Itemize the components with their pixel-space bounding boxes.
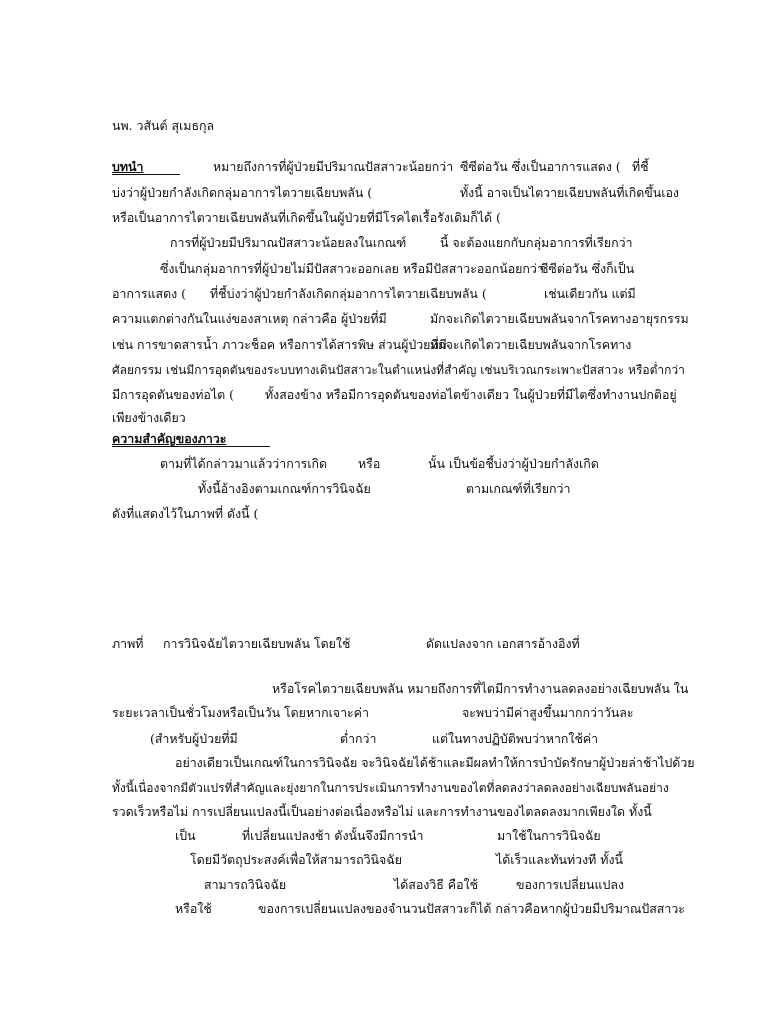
- text-line: โดยมีวัตถุประสงค์เพื่อให้สามารถวินิจฉัย: [190, 852, 402, 867]
- text-line: ความแตกต่างกันในแง่ของสาเหตุ กล่าวคือ ผู้ป่วยที่มี: [112, 311, 387, 326]
- text-line: หรือใช้: [175, 901, 212, 916]
- text-line: เพียงข้างเดียว: [112, 410, 186, 425]
- text-line: ซีซีต่อวัน ซึ่งเป็นอาการแสดง (: [460, 159, 621, 174]
- text-line: หรือโรคไตวายเฉียบพลัน หมายถึงการที่ไตมีการทำงานลดลงอย่างเฉียบพลัน ใน: [272, 681, 689, 696]
- text-line: ดังที่แสดงไว้ในภาพที่ ดังนี้ (: [112, 506, 259, 521]
- text-line: ตามเกณฑ์ที่เรียกว่า: [466, 481, 571, 496]
- text-line: ทั้งสองข้าง หรือมีการอุดตันของท่อไตข้างเดียว ในผู้ป่วยที่มีไตซึ่งทำงานปกติอยู่: [265, 387, 677, 402]
- text-line: เช่นเดียวกัน แต่มี: [544, 286, 636, 301]
- importance-heading-underline: [112, 446, 270, 447]
- text-line: ทั้งนี้เนื่องจากมีตัวแปรที่สำคัญและยุ่งยากในการประเมินการทำงานของไตที่ลดลงว่าลดลงอย่างเฉียบพลันอย่าง: [112, 781, 669, 795]
- figure-label: ภาพที่: [112, 636, 144, 651]
- text-line: ทั้งนี้อ้างอิงตามเกณฑ์การวินิจฉัย: [198, 481, 371, 496]
- text-line: เช่น การขาดสารน้ำ ภาวะช็อค หรือการได้สารพิษ ส่วนผู้ป่วยที่มี: [112, 337, 447, 352]
- text-line: มักจะเกิดไตวายเฉียบพลันจากโรคทาง: [430, 337, 632, 352]
- text-line: ของการเปลี่ยนแปลงของจำนวนปัสสาวะก็ได้ กล่าวคือหากผู้ป่วยมีปริมาณปัสสาวะ: [258, 901, 685, 916]
- text-line: ของการเปลี่ยนแปลง: [516, 877, 624, 892]
- text-line: บ่งว่าผู้ป่วยกำลังเกิดกลุ่มอาการไตวายเฉียบพลัน (: [112, 185, 373, 200]
- text-line: หรือ: [358, 456, 381, 471]
- text-line: ทั้งนี้ อาจเป็นไตวายเฉียบพลันที่เกิดขึ้นเอง: [460, 185, 679, 200]
- author-name: นพ. วสันต์ สุเมธกุล: [112, 118, 215, 133]
- text-line: (สำหรับผู้ป่วยที่มี: [150, 731, 238, 746]
- text-line: รวดเร็วหรือไม่ การเปลี่ยนแปลงนี้เป็นอย่างต่อเนื่องหรือไม่ และการทำงานของไตลดลงมากเพียงใด ทั้งนี้: [112, 804, 652, 819]
- text-line: ที่เปลี่ยนแปลงช้า ดังนั้นจึงมีการนำ: [242, 828, 424, 843]
- text-line: ต่ำกว่า: [340, 731, 377, 746]
- text-line: นั้น เป็นข้อชี้บ่งว่าผู้ป่วยกำลังเกิด: [428, 456, 599, 471]
- text-line: อย่างเดียวเป็นเกณฑ์ในการวินิจฉัย จะวินิจฉัยได้ช้าและมีผลทำให้การบำบัดรักษาผู้ป่วยล่าช้าไปด้วย: [175, 755, 695, 770]
- text-line: ที่ชี้บ่งว่าผู้ป่วยกำลังเกิดกลุ่มอาการไตวายเฉียบพลัน (: [210, 286, 487, 301]
- text-line: มีการอุดตันของท่อไต (: [112, 387, 234, 402]
- text-line: แต่ในทางปฏิบัติพบว่าหากใช้ค่า: [432, 731, 599, 746]
- text-line: อาการแสดง (: [112, 286, 186, 301]
- text-line: การที่ผู้ป่วยมีปริมาณปัสสาวะน้อยลงในเกณฑ์: [170, 235, 407, 250]
- text-line: นี้ จะต้องแยกกับกลุ่มอาการที่เรียกว่า: [440, 235, 633, 250]
- text-line: ตามที่ได้กล่าวมาแล้วว่าการเกิด: [160, 456, 328, 471]
- intro-heading-underline: [112, 174, 180, 175]
- text-line: ซีซีต่อวัน ซึ่งก็เป็น: [540, 261, 635, 276]
- text-line: เป็น: [175, 828, 196, 843]
- text-line: ได้เร็วและทันท่วงที ทั้งนี้: [496, 852, 623, 867]
- figure-source: ดัดแปลงจาก เอกสารอ้างอิงที่: [426, 636, 580, 651]
- text-line: มาใช้ในการวินิจฉัย: [497, 828, 601, 843]
- text-line: ได้สองวิธี คือใช้: [394, 877, 478, 892]
- text-line: จะพบว่ามีค่าสูงขึ้นมากกว่าวันละ: [462, 705, 634, 720]
- text-line: ระยะเวลาเป็นชั่วโมงหรือเป็นวัน โดยหากเจาะค่า: [112, 705, 369, 720]
- text-line: ที่ชี้: [632, 159, 649, 174]
- figure-caption: การวินิจฉัยไตวายเฉียบพลัน โดยใช้: [163, 636, 351, 651]
- text-line: ศัลยกรรม เช่นมีการอุดตันของระบบทางเดินปัสสาวะในตำแหน่งที่สำคัญ เช่นบริเวณกระเพาะปัสสาวะ หรือต่ำกว่า: [112, 363, 685, 377]
- text-line: มักจะเกิดไตวายเฉียบพลันจากโรคทางอายุรกรรม: [430, 311, 689, 326]
- text-line: หมายถึงการที่ผู้ป่วยมีปริมาณปัสสาวะน้อยกว่า: [213, 159, 454, 174]
- text-line: สามารถวินิจฉัย: [204, 877, 287, 892]
- intro-heading: บทนำ: [112, 159, 144, 174]
- text-line: ซึ่งเป็นกลุ่มอาการที่ผู้ป่วยไม่มีปัสสาวะออกเลย หรือมีปัสสาวะออกน้อยกว่า: [160, 261, 544, 276]
- importance-heading: ความสำคัญของภาวะ: [112, 431, 227, 446]
- text-line: หรือเป็นอาการไตวายเฉียบพลันที่เกิดขึ้นในผู้ป่วยที่มีโรคไตเรื้อรังเดิมก็ได้ (: [112, 210, 501, 225]
